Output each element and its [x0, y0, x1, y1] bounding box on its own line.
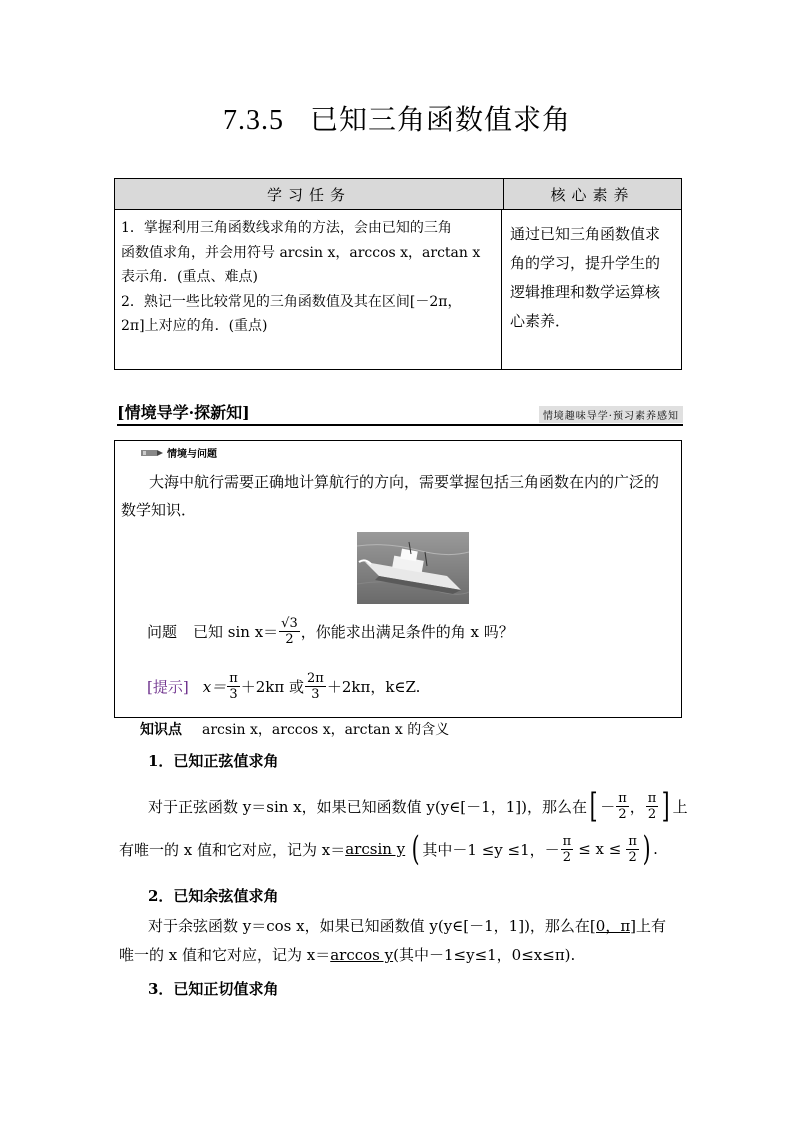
knowledge-point-label: 知识点: [140, 722, 182, 738]
hint-mid: ＋2kπ 或: [240, 678, 304, 696]
cosine-line1-post: 上有: [636, 917, 667, 935]
comma: ，: [629, 797, 645, 816]
hint-pre: x＝: [202, 678, 227, 696]
period: .: [653, 840, 658, 858]
section-number: 7.3.5: [222, 105, 284, 136]
fraction-denominator: 2: [562, 849, 572, 865]
task-line: 2．熟记一些比较常见的三角函数值及其在区间[－2π，: [121, 293, 462, 310]
cosine-line1: 对于余弦函数 y＝cos x，如果已知函数值 y(y∈[－1，1])，那么在: [148, 917, 590, 935]
cosine-interval-blank: [0，π]: [589, 917, 637, 935]
fraction-pi-over-2: [561, 834, 574, 865]
task-line: 1．掌握利用三角函数线求角的方法，会由已知的三角: [121, 220, 452, 236]
fraction-numerator: π: [647, 790, 657, 806]
task-line: 2π]上对应的角．(重点): [121, 318, 268, 334]
left-paren: (: [411, 829, 420, 869]
cosine-answer-blank: arccos y: [330, 946, 394, 964]
header-learning-tasks: 学习任务: [115, 179, 504, 209]
scenario-tag: [141, 445, 217, 460]
sine-answer-blank: arcsin y: [345, 840, 406, 858]
right-paren: ): [642, 829, 651, 869]
fraction-numerator: π: [229, 671, 238, 686]
fraction-denominator: 3: [311, 687, 320, 702]
question-post: ，你能求出满足条件的角 x 吗？: [300, 623, 514, 641]
literacy-line: 角的学习，提升学生的: [510, 254, 661, 272]
pencil-icon: [141, 447, 163, 459]
knowledge-point-text: arcsin x，arccos x，arctan x 的含义: [202, 722, 450, 738]
section-label: [情境导学·探新知]: [117, 403, 250, 422]
sine-line2-mid: 其中－1 ≤y ≤1，－: [422, 840, 560, 859]
literacy-line: 通过已知三角函数值求: [510, 225, 661, 243]
sine-line2-mid2: ≤ x ≤: [578, 840, 622, 858]
question-label: 问题: [147, 623, 178, 641]
page-title: [0, 98, 794, 138]
fraction-numerator: π: [628, 833, 637, 849]
section-banner: [117, 402, 683, 426]
fraction-numerator: π: [562, 833, 572, 849]
fraction-pi-over-2: [616, 791, 629, 822]
fraction-pi-over-2: [626, 834, 639, 865]
fraction-denominator: 3: [229, 687, 238, 702]
fraction-numerator: π: [618, 790, 627, 806]
hint-post: ＋2kπ，k∈Z.: [326, 678, 421, 696]
ship-photo: [357, 532, 469, 604]
sine-line1-post: 上: [672, 797, 688, 816]
scenario-box: [114, 440, 682, 718]
left-bracket: [: [589, 786, 598, 826]
task-line: 表示角．(重点、难点): [121, 269, 258, 285]
fraction-pi-over-2: [646, 791, 659, 822]
sine-paragraph-line-2: [119, 829, 658, 869]
fraction-denominator: 2: [647, 806, 657, 822]
sine-line1-pre: 对于正弦函数 y＝sin x，如果已知函数值 y(y∈[－1，1])，那么在: [148, 797, 587, 816]
fraction-denominator: 2: [618, 806, 627, 822]
fraction-numerator: 2π: [307, 671, 324, 686]
subsection-title-cosine: 2．已知余弦值求角: [148, 887, 279, 905]
scenario-tag-label: 情境与问题: [167, 449, 217, 460]
section-tagline: 情境趣味导学·预习素养感知: [539, 406, 683, 423]
sine-line2-pre: 有唯一的 x 值和它对应，记为 x＝: [119, 840, 346, 859]
fraction-denominator: 2: [628, 849, 637, 865]
right-bracket: ]: [661, 786, 670, 826]
title-text: 已知三角函数值求角: [309, 103, 571, 136]
fraction-pi-over-3: [227, 671, 240, 702]
hint-line: [147, 671, 420, 702]
fraction-sqrt3-over-2: [279, 616, 300, 647]
minus-sign: －: [600, 797, 616, 816]
knowledge-point: [140, 719, 449, 739]
objectives-header-row: [115, 179, 681, 210]
objectives-table: [114, 178, 682, 370]
fraction-numerator: √3: [281, 616, 298, 631]
cosine-paragraph-line-1: [148, 915, 666, 936]
core-literacy-cell: [502, 210, 681, 369]
subsection-title-tangent: 3．已知正切值求角: [148, 980, 279, 998]
cosine-line2-pre: 唯一的 x 值和它对应，记为 x＝: [119, 946, 331, 964]
subsection-title-sine: 1．已知正弦值求角: [148, 752, 279, 770]
literacy-line: 心素养．: [510, 312, 571, 330]
cosine-paragraph-line-2: [119, 944, 575, 965]
literacy-line: 逻辑推理和数学运算核: [510, 283, 661, 301]
sine-paragraph-line-1: [148, 786, 688, 826]
objectives-body-row: [115, 210, 681, 369]
hint-label: [提示]: [147, 678, 189, 696]
header-core-literacy: 核心素养: [550, 185, 635, 204]
cosine-line2-post: (其中－1≤y≤1，0≤x≤π).: [393, 946, 576, 964]
scenario-text: 大海中航行需要正确地计算航行的方向，需要掌握包括三角函数在内的广泛的数学知识．: [121, 473, 660, 519]
learning-tasks-cell: [115, 210, 502, 369]
question-line: [147, 616, 514, 647]
task-line: 函数值求角，并会用符号 arcsin x，arccos x，arctan x: [121, 244, 481, 261]
fraction-denominator: 2: [285, 632, 294, 647]
fraction-2pi-over-3: [305, 671, 326, 702]
question-pre: 已知 sin x＝: [193, 623, 279, 641]
